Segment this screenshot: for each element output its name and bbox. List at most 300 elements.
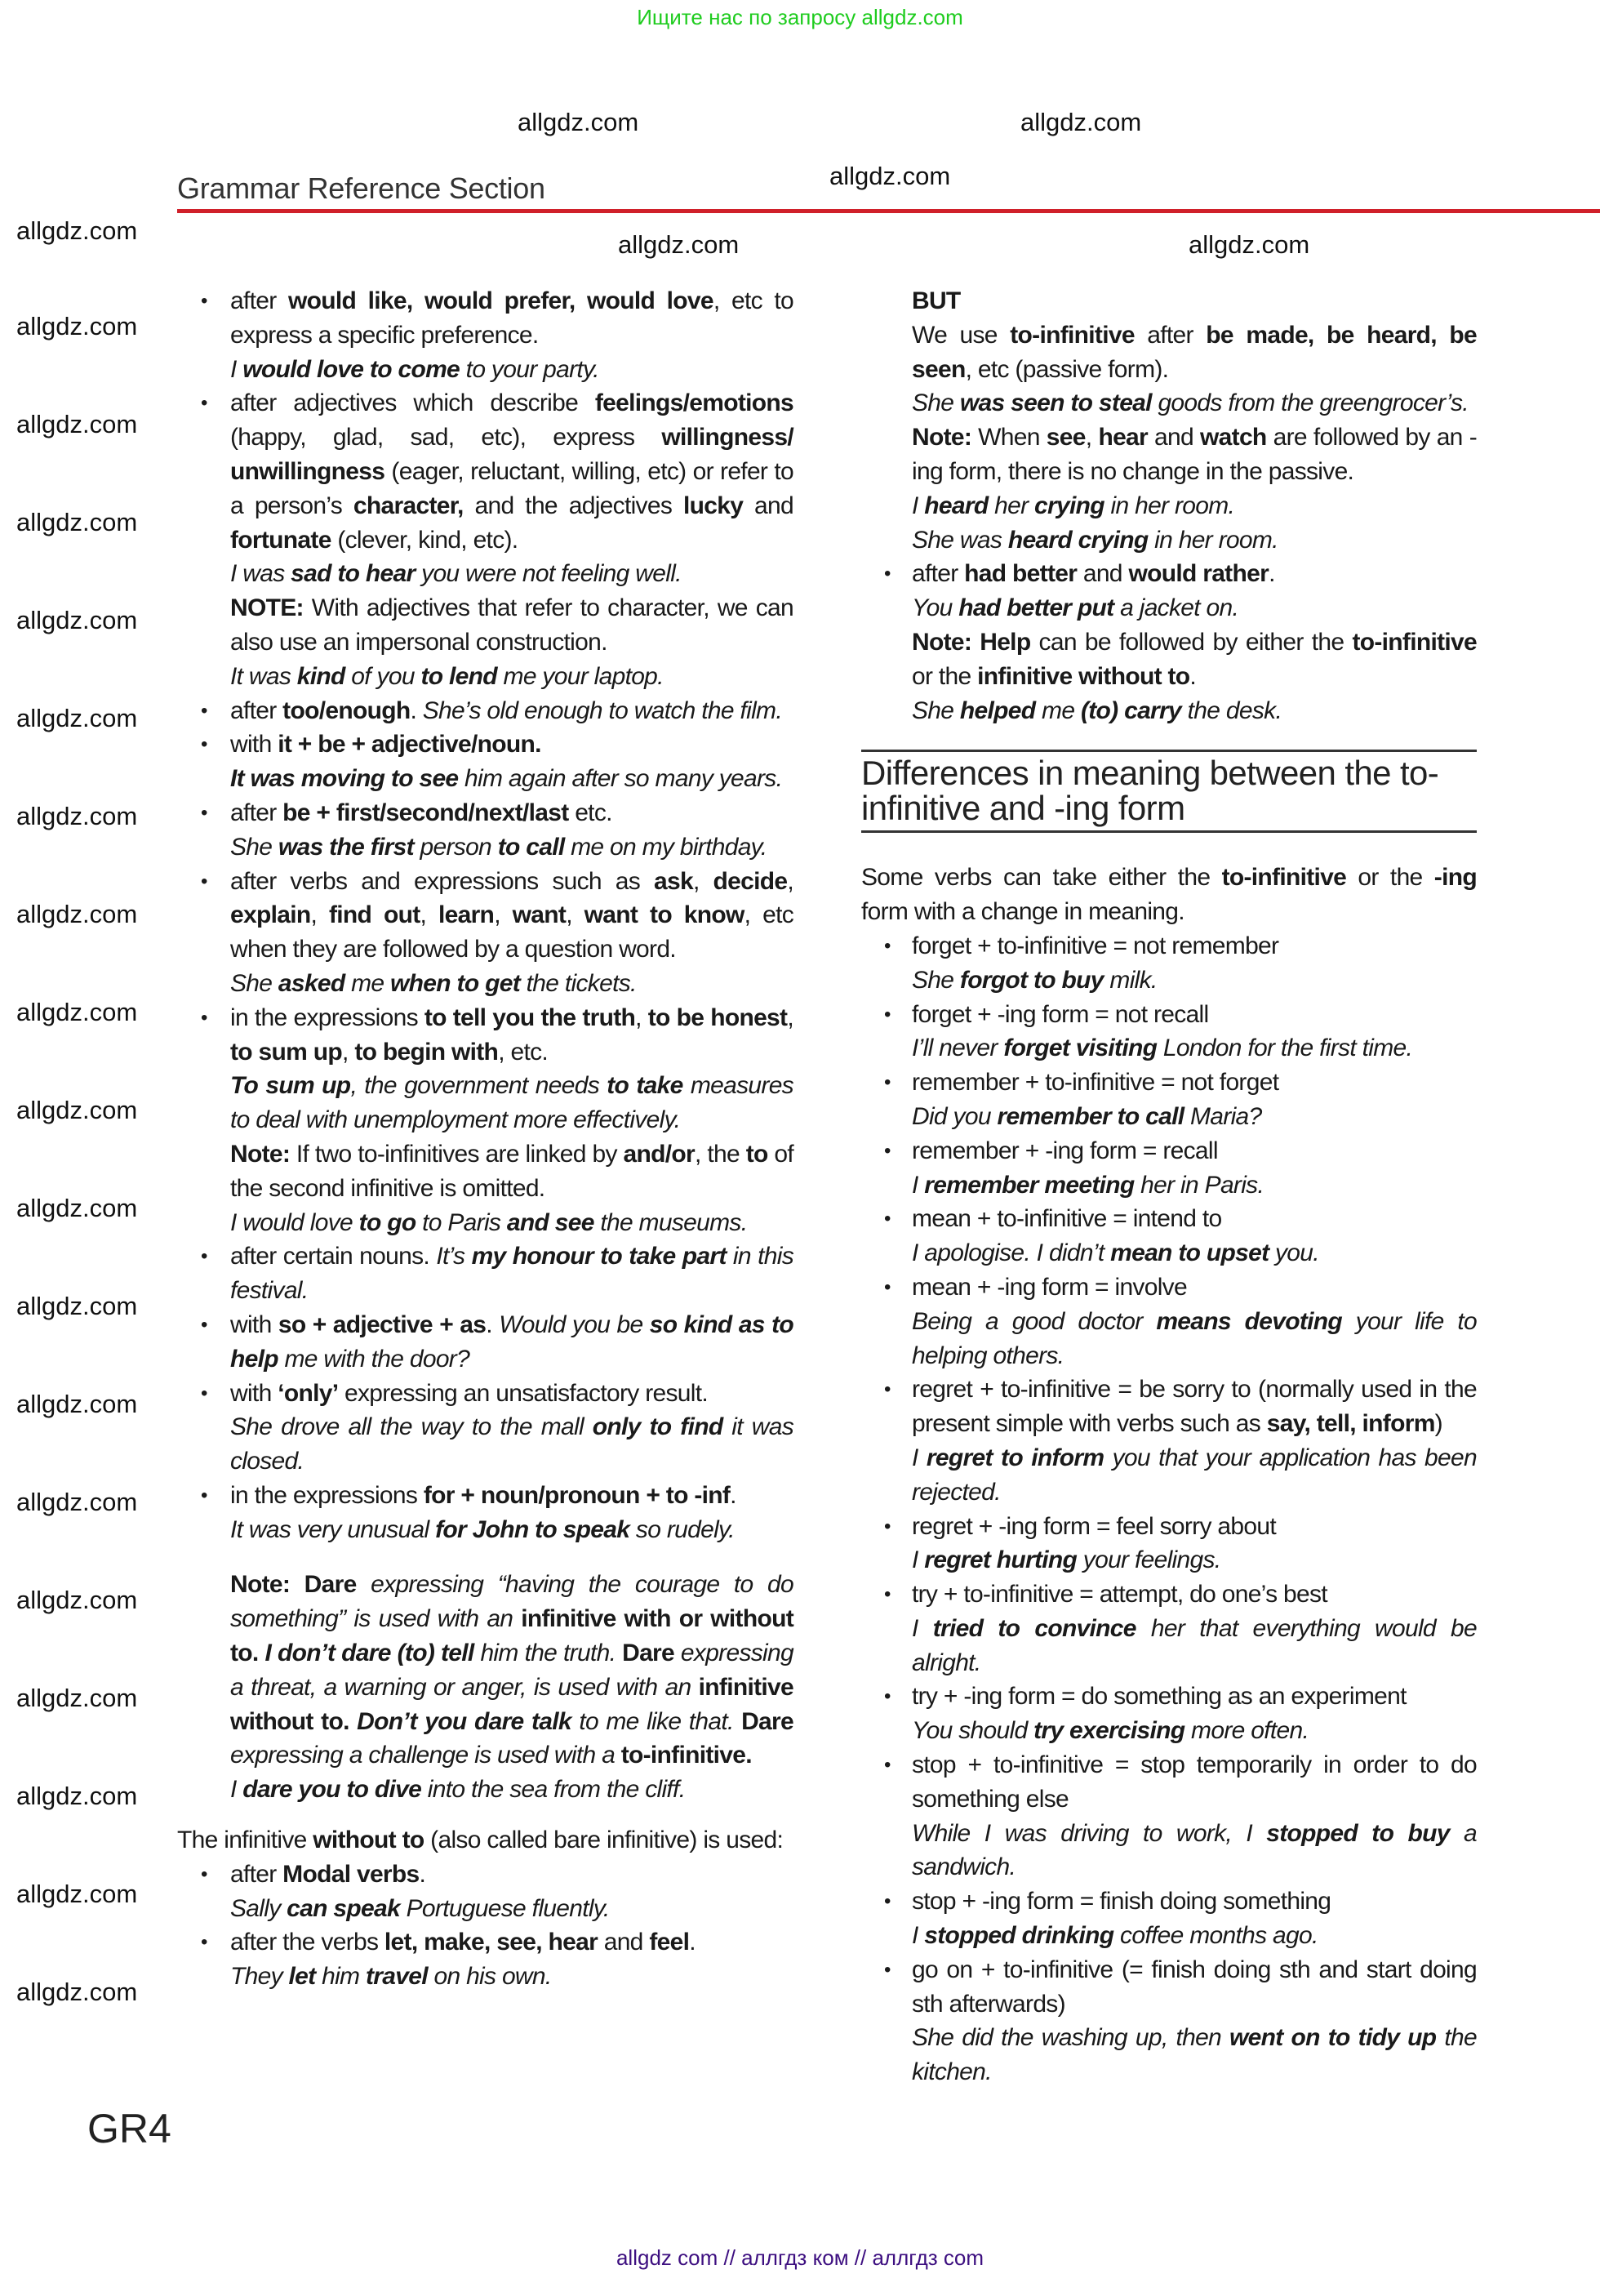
- text-run: can be followed by either the: [1030, 628, 1353, 656]
- example-text: the desk.: [1181, 696, 1282, 724]
- bold-text: explain: [230, 901, 311, 929]
- example-text: milk.: [1103, 966, 1158, 994]
- bold-text: for + noun/pronoun + to -inf: [423, 1481, 731, 1509]
- example-text: I: [912, 1546, 925, 1574]
- key-phrase: asked: [278, 969, 345, 997]
- text-run: ,: [420, 901, 438, 929]
- bold-text: ‘only’: [278, 1379, 339, 1407]
- text-run: , etc to express a specific preference.: [230, 287, 793, 349]
- bullet-item: [230, 865, 793, 1001]
- text-run: .: [419, 1860, 426, 1888]
- example-text: to your party.: [460, 355, 599, 383]
- example-text: It was very unusual: [230, 1515, 436, 1543]
- watermark: allgdz.com: [16, 1880, 138, 1908]
- example-text: I: [230, 355, 243, 383]
- watermark: allgdz.com: [16, 1390, 138, 1418]
- bold-text: would rather: [1128, 560, 1269, 588]
- key-phrase: regret to inform: [926, 1444, 1104, 1471]
- watermark: allgdz.com: [16, 998, 138, 1026]
- bold-text: -ing: [1433, 864, 1477, 892]
- paragraph: [230, 386, 793, 557]
- bold-text: ask: [654, 867, 693, 895]
- bold-text: would like, would prefer, would love: [288, 287, 713, 314]
- key-phrase: when to get: [390, 969, 521, 997]
- bullet-item: [912, 1577, 1477, 1680]
- paragraph-group: [912, 284, 1477, 557]
- text-run: or the: [1346, 864, 1434, 892]
- example-text: coffee months ago.: [1113, 1922, 1318, 1950]
- example-text: him again after so many years.: [458, 765, 783, 793]
- text-run: after: [230, 1860, 283, 1888]
- key-phrase: stopped to buy: [1266, 1819, 1450, 1847]
- paragraph: [230, 728, 793, 762]
- paragraph: [912, 523, 1477, 558]
- watermark: allgdz.com: [16, 1096, 138, 1124]
- paragraph: [230, 1137, 793, 1206]
- example-text: him the truth.: [473, 1640, 623, 1667]
- key-phrase: was seen to steal: [959, 389, 1152, 417]
- bullet-item: [912, 1953, 1477, 2089]
- paragraph: [230, 1892, 793, 1926]
- meaning-differences-list: [861, 861, 1477, 2089]
- bold-text: be + first/second/next/last: [282, 799, 569, 826]
- bold-text: BUT: [912, 287, 961, 314]
- example-text: She did the washing up, then: [912, 2024, 1230, 2052]
- example-text: her in Paris.: [1134, 1171, 1264, 1199]
- text-run: ,: [342, 1038, 355, 1066]
- bullet-item: [230, 694, 793, 728]
- bullet-item: [230, 796, 793, 865]
- bold-text: to tell you the truth: [424, 1003, 636, 1031]
- example-text: to me like that.: [571, 1707, 742, 1735]
- example-text: I was: [230, 560, 291, 588]
- paragraph: [230, 591, 793, 660]
- paragraph: [912, 420, 1477, 489]
- text-run: try + to-infinitive = attempt, do one’s best: [912, 1581, 1327, 1609]
- paragraph: [912, 1441, 1477, 1510]
- paragraph: [912, 1066, 1477, 1100]
- example-text: me with the door?: [278, 1345, 470, 1373]
- text-run: regret + -ing form = feel sorry about: [912, 1512, 1276, 1540]
- bold-text: NOTE:: [230, 594, 304, 622]
- key-phrase: heard: [924, 492, 989, 519]
- text-run: with: [230, 1379, 278, 1407]
- left-column: [177, 284, 794, 1994]
- example-text: into the sea from the cliff.: [421, 1776, 686, 1804]
- text-run: regret + to-infinitive = be sorry to (normally used in the present simple with verbs such as: [912, 1376, 1477, 1438]
- example-text: measures to deal with unemployment more effectively.: [230, 1072, 793, 1134]
- bullet-item: [230, 386, 793, 693]
- bullet-item: [912, 1884, 1477, 1953]
- paragraph: [230, 1308, 793, 1377]
- key-phrase: to go: [358, 1208, 416, 1236]
- text-run: after: [230, 287, 289, 314]
- watermark: allgdz.com: [16, 1194, 138, 1222]
- key-phrase: heard crying: [1007, 526, 1149, 554]
- key-phrase: It was moving to see: [230, 765, 459, 793]
- key-phrase: was the first: [278, 833, 414, 861]
- text-run: .: [730, 1481, 736, 1509]
- bullet-item: [912, 1270, 1477, 1373]
- text-run: ,: [787, 867, 793, 895]
- text-run: in the expressions: [230, 1003, 424, 1031]
- example-text: I: [912, 1444, 927, 1471]
- bold-text: want: [512, 901, 567, 929]
- key-phrase: to take: [607, 1072, 683, 1100]
- text-run: , etc.: [498, 1038, 549, 1066]
- right-column: [861, 284, 1477, 2089]
- key-phrase: dare you to dive: [242, 1776, 422, 1804]
- example-text: It was: [230, 662, 297, 690]
- text-run: remember + -ing form = recall: [912, 1137, 1218, 1164]
- text-run: after: [912, 560, 965, 588]
- watermark: allgdz.com: [16, 606, 138, 634]
- key-phrase: try exercising: [1033, 1717, 1185, 1745]
- page-number: GR4: [87, 2106, 171, 2151]
- text-run: The infinitive: [177, 1827, 313, 1854]
- bold-text: Note:: [912, 424, 972, 452]
- text-run: stop + to-infinitive = stop temporarily in order to do something else: [912, 1751, 1477, 1813]
- watermark: allgdz.com: [16, 1586, 138, 1614]
- key-phrase: helped: [959, 696, 1036, 724]
- paragraph: [230, 1925, 793, 1960]
- text-run: , the: [694, 1140, 746, 1168]
- paragraph: [912, 625, 1477, 694]
- bold-text: to begin with: [354, 1038, 499, 1066]
- bullet-item: [230, 728, 793, 796]
- key-phrase: stopped drinking: [924, 1922, 1114, 1950]
- key-phrase: had better put: [958, 594, 1114, 622]
- text-run: after the verbs: [230, 1929, 384, 1956]
- key-phrase: To sum up: [230, 1072, 351, 1100]
- text-run: ,: [310, 901, 329, 929]
- key-phrase: regret hurting: [924, 1546, 1078, 1574]
- example-text: on his own.: [427, 1963, 552, 1991]
- bold-text: to-infinitive: [1352, 628, 1477, 656]
- example-text: She: [912, 966, 960, 994]
- bold-text: it + be + adjective/noun.: [278, 731, 541, 759]
- text-run: mean + -ing form = involve: [912, 1273, 1187, 1301]
- header-divider: [177, 209, 1600, 213]
- watermark: allgdz.com: [16, 802, 138, 830]
- bold-text: feelings/emotions: [594, 389, 793, 417]
- key-phrase: means devoting: [1156, 1307, 1343, 1335]
- text-run: .: [1189, 662, 1197, 690]
- bold-text: without to: [313, 1827, 424, 1854]
- bold-text: Modal verbs: [282, 1860, 420, 1888]
- key-phrase: sad to hear: [291, 560, 416, 588]
- key-phrase: and see: [506, 1208, 594, 1236]
- example-text: She: [912, 389, 960, 417]
- text-run: .: [1269, 560, 1275, 588]
- text-run: .: [689, 1929, 696, 1956]
- example-text: me: [344, 969, 391, 997]
- key-phrase: only to find: [592, 1413, 723, 1441]
- example-text: I apologise. I didn’t: [912, 1239, 1111, 1267]
- bold-text: to-infinitive.: [620, 1742, 752, 1769]
- bold-text: and/or: [623, 1140, 695, 1168]
- bold-text: be made, be heard, be seen: [912, 321, 1477, 383]
- paragraph: [230, 1206, 793, 1240]
- bullet-item: [230, 1001, 793, 1240]
- watermark: allgdz.com: [16, 216, 138, 245]
- text-run: remember + to-infinitive = not forget: [912, 1069, 1279, 1097]
- paragraph: [912, 318, 1477, 387]
- text-run: forget + -ing form = not recall: [912, 1000, 1209, 1028]
- key-phrase: forgot to buy: [959, 966, 1104, 994]
- example-text: I’ll never: [912, 1035, 1004, 1062]
- watermark: allgdz.com: [16, 410, 138, 438]
- paragraph: [912, 1031, 1477, 1066]
- bold-text: Dare: [622, 1640, 675, 1667]
- text-run: expressing an unsatisfactory result.: [338, 1379, 708, 1407]
- example-text: Portuguese fluently.: [399, 1894, 610, 1922]
- text-run: ,: [635, 1003, 648, 1031]
- bullet-item: [912, 557, 1477, 728]
- watermark: allgdz.com: [618, 230, 740, 259]
- bold-text: fortunate: [230, 526, 331, 554]
- text-run: and the adjectives: [463, 492, 683, 519]
- paragraph: [912, 1953, 1477, 2022]
- section-bottom-rule: [861, 830, 1477, 833]
- example-text: expressing a challenge is used with a: [230, 1742, 621, 1769]
- text-run: are followed by an -ing form, there is no change in the passive.: [912, 424, 1477, 485]
- text-run: ,: [1085, 424, 1099, 452]
- key-phrase: (to) carry: [1080, 696, 1181, 724]
- example-text: me your laptop.: [496, 662, 664, 690]
- top-banner: Ищите нас по запросу allgdz.com: [637, 5, 963, 29]
- watermark: allgdz.com: [1189, 230, 1310, 259]
- bold-text: character,: [353, 492, 464, 519]
- example-text: I: [230, 1776, 243, 1804]
- paragraph: [230, 557, 793, 591]
- example-text: her: [988, 492, 1035, 519]
- paragraph: [912, 1817, 1477, 1885]
- example-text: in her room.: [1104, 492, 1235, 519]
- example-text: She was: [912, 526, 1008, 554]
- bold-text: Dare: [741, 1707, 793, 1735]
- text-run: ,: [787, 1003, 793, 1031]
- left-column-rules: [230, 284, 793, 1546]
- paragraph: [912, 1680, 1477, 1714]
- paragraph: [912, 998, 1477, 1032]
- paragraph: [912, 1510, 1477, 1544]
- watermark: allgdz.com: [16, 900, 138, 928]
- paragraph: [230, 694, 793, 728]
- example-text: me on my birthday.: [564, 833, 767, 861]
- bold-text: to: [745, 1140, 768, 1168]
- watermark: allgdz.com: [16, 1292, 138, 1320]
- text-run: , etc when they are followed by a question word.: [230, 901, 794, 963]
- bare-infinitive-section: [177, 1823, 793, 1994]
- example-text: I: [912, 492, 925, 519]
- bold-text: Note: Dare: [230, 1571, 357, 1599]
- example-text: person: [413, 833, 498, 861]
- text-run: and: [1148, 424, 1201, 452]
- example-text: I: [912, 1171, 925, 1199]
- bold-text: see: [1046, 424, 1086, 452]
- example-text: Would you be: [499, 1310, 650, 1338]
- bullet-item: [230, 1479, 793, 1547]
- example-text: You: [912, 594, 959, 622]
- example-text: of you: [344, 662, 421, 690]
- text-run: in the expressions: [230, 1481, 424, 1509]
- bold-text: infinitive without to: [977, 662, 1190, 690]
- bold-text: say, tell, inform: [1266, 1410, 1435, 1438]
- bold-text: Note:: [230, 1140, 291, 1168]
- example-text: Maria?: [1184, 1102, 1262, 1130]
- example-text: me: [1035, 696, 1081, 724]
- example-text: Sally: [230, 1894, 287, 1922]
- key-phrase: remember meeting: [924, 1171, 1135, 1199]
- paragraph: [230, 1069, 793, 1137]
- example-text: more often.: [1184, 1717, 1309, 1745]
- paragraph: [912, 1305, 1477, 1373]
- bullet-item: [912, 929, 1477, 998]
- bullet-item: [230, 1925, 793, 1994]
- section-header-title: Grammar Reference Section: [177, 171, 545, 205]
- key-phrase: forget visiting: [1003, 1035, 1158, 1062]
- paragraph: [230, 1377, 793, 1411]
- text-run: We use: [912, 321, 1011, 349]
- text-run: etc.: [568, 799, 612, 826]
- watermark: allgdz.com: [829, 162, 951, 190]
- bold-text: decide: [713, 867, 788, 895]
- paragraph-group: [230, 1568, 793, 1807]
- example-text: in her room.: [1148, 526, 1278, 554]
- text-run: or the: [912, 662, 978, 690]
- example-text: the kitchen.: [912, 2024, 1477, 2086]
- text-run: after verbs and expressions such as: [230, 867, 654, 895]
- key-phrase: kind: [296, 662, 345, 690]
- key-phrase: tried to convince: [932, 1614, 1136, 1642]
- watermark: allgdz.com: [16, 1684, 138, 1712]
- paragraph: [912, 1577, 1477, 1612]
- bullet-item: [230, 1308, 793, 1377]
- text-run: form with a change in meaning.: [861, 898, 1184, 926]
- paragraph: [912, 1134, 1477, 1168]
- bold-text: find out: [328, 901, 420, 929]
- text-run: (clever, kind, etc).: [331, 526, 518, 554]
- watermark: allgdz.com: [1020, 108, 1142, 136]
- watermark: allgdz.com: [16, 1782, 138, 1810]
- text-run: When: [971, 424, 1047, 452]
- text-run: (happy, glad, sad, etc), express: [230, 424, 662, 452]
- paragraph: [230, 1239, 793, 1308]
- paragraph: [230, 967, 793, 1001]
- bold-text: too/enough: [282, 696, 411, 724]
- paragraph: [912, 1543, 1477, 1577]
- paragraph: [230, 284, 793, 353]
- key-phrase: went on to tidy up: [1229, 2024, 1437, 2052]
- paragraph: [861, 861, 1477, 929]
- key-phrase: travel: [365, 1963, 428, 1991]
- bullet-item: [912, 1510, 1477, 1578]
- text-run: go on + to-infinitive (= finish doing sth and start doing sth afterwards): [912, 1956, 1477, 2018]
- paragraph: [230, 796, 793, 830]
- bold-text: want to know: [584, 901, 744, 929]
- paragraph: [912, 2021, 1477, 2089]
- bold-text: infinitive without to.: [230, 1673, 793, 1735]
- key-phrase: remember to call: [997, 1102, 1184, 1130]
- example-text: her that everything would be alright.: [912, 1614, 1477, 1676]
- key-phrase: to lend: [420, 662, 497, 690]
- bullet-item: [912, 1134, 1477, 1203]
- example-text: She: [230, 969, 278, 997]
- key-phrase: so kind as to help: [230, 1310, 793, 1373]
- paragraph: [230, 1568, 793, 1773]
- example-text: you were not feeling well.: [415, 560, 682, 588]
- paragraph: [912, 1612, 1477, 1680]
- bold-text: feel: [649, 1929, 690, 1956]
- key-phrase: my honour to take part: [471, 1243, 727, 1270]
- paragraph: [912, 694, 1477, 728]
- text-run: Some verbs can take either the: [861, 864, 1222, 892]
- paragraph: [912, 284, 1477, 318]
- paragraph-group: [177, 1823, 793, 1858]
- text-run: after adjectives which describe: [230, 389, 595, 417]
- example-text: your life to helping others.: [912, 1307, 1477, 1369]
- paragraph: [912, 386, 1477, 420]
- text-run: ,: [692, 867, 713, 895]
- text-run: and: [743, 492, 793, 519]
- section-top-rule: [861, 750, 1477, 752]
- bold-text: let, make, see, hear: [384, 1929, 598, 1956]
- paragraph: [912, 1270, 1477, 1305]
- example-text: She: [912, 696, 960, 724]
- text-run: ,: [494, 901, 513, 929]
- bold-text: to-infinitive: [1010, 321, 1135, 349]
- example-text: him: [315, 1963, 366, 1991]
- watermark: allgdz.com: [518, 108, 639, 136]
- bullet-item: [912, 1066, 1477, 1134]
- paragraph: [912, 1714, 1477, 1748]
- bold-text: to sum up: [230, 1038, 343, 1066]
- text-run: after certain nouns.: [230, 1243, 437, 1270]
- example-text: goods from the greengrocer’s.: [1151, 389, 1469, 417]
- text-run: mean + to-infinitive = intend to: [912, 1205, 1222, 1233]
- text-run: .: [486, 1310, 500, 1338]
- example-text: it was closed.: [230, 1413, 793, 1475]
- paragraph: [912, 963, 1477, 998]
- bullet-item: [230, 1239, 793, 1308]
- text-run: with: [230, 1310, 278, 1338]
- watermark: allgdz.com: [16, 312, 138, 340]
- paragraph: [230, 1773, 793, 1807]
- example-text: Being a good doctor: [912, 1307, 1157, 1335]
- paragraph: [230, 1960, 793, 1994]
- example-text: , the government needs: [350, 1072, 607, 1100]
- paragraph: [912, 591, 1477, 625]
- example-text: I: [912, 1922, 925, 1950]
- paragraph: [177, 1823, 793, 1858]
- key-phrase: for John to speak: [435, 1515, 630, 1543]
- paragraph: [230, 660, 793, 694]
- bottom-banner: allgdz com // аллгдз ком // аллгдз com: [616, 2245, 984, 2270]
- paragraph: [912, 1236, 1477, 1270]
- key-phrase: I don’t dare (to) tell: [258, 1640, 474, 1667]
- example-text: a sandwich.: [912, 1819, 1477, 1881]
- paragraph: [912, 557, 1477, 591]
- bold-text: had better: [964, 560, 1078, 588]
- bullet-item: [230, 1377, 793, 1479]
- text-run: ,: [566, 901, 584, 929]
- watermark: allgdz.com: [16, 1978, 138, 2006]
- paragraph: [230, 1513, 793, 1547]
- paragraph: [912, 489, 1477, 523]
- key-phrase: crying: [1034, 492, 1104, 519]
- text-run: (also called bare infinitive) is used:: [424, 1827, 784, 1854]
